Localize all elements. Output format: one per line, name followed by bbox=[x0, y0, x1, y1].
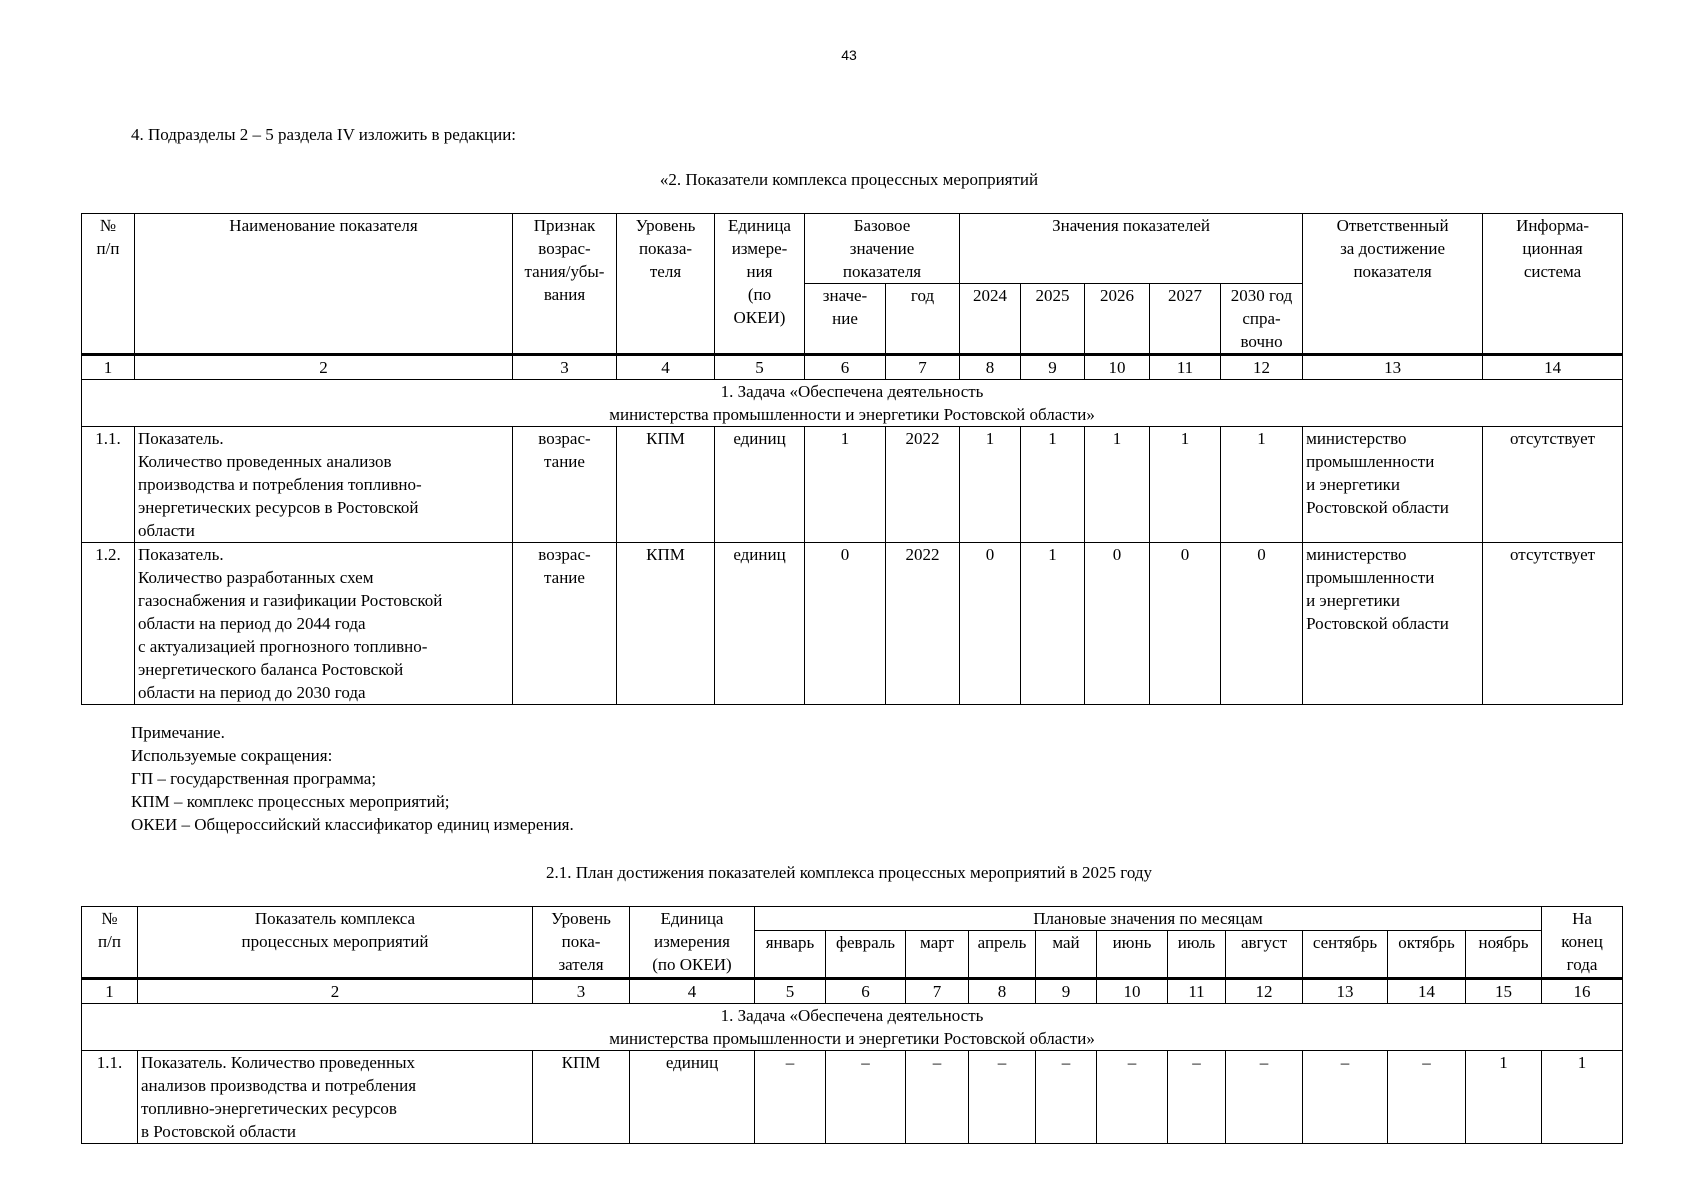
unit: единиц bbox=[715, 543, 805, 705]
note-line: ГП – государственная программа; bbox=[131, 769, 377, 788]
column-number: 14 bbox=[1483, 355, 1623, 380]
task-title: 1. Задача «Обеспечена деятельность министерства промышленности и энергетики Ростовской области» bbox=[82, 380, 1623, 427]
level: КПМ bbox=[617, 543, 715, 705]
column-number: 8 bbox=[969, 979, 1036, 1004]
table1-caption: «2. Показатели комплекса процессных мероприятий bbox=[659, 170, 1039, 189]
column-number: 13 bbox=[1303, 355, 1483, 380]
month-header: июль bbox=[1168, 931, 1226, 979]
note-line: ОКЕИ – Общероссийский классификатор единиц измерения. bbox=[131, 815, 574, 834]
column-number: 6 bbox=[805, 355, 886, 380]
column-number: 11 bbox=[1168, 979, 1226, 1004]
column-number: 3 bbox=[513, 355, 617, 380]
note-line: Примечание. bbox=[131, 723, 225, 742]
month-header: март bbox=[906, 931, 969, 979]
sign: возрас- тание bbox=[513, 427, 617, 543]
header-level: Уровень показа- теля bbox=[617, 214, 715, 355]
column-number: 12 bbox=[1221, 355, 1303, 380]
header-plan: Плановые значения по месяцам bbox=[755, 907, 1542, 931]
indicator-name: Показатель. Количество проведенных анализов производства и потребления топливно-энергетических ресурсов в Ростовской области bbox=[138, 1051, 533, 1144]
header-base-value: значе- ние bbox=[805, 284, 886, 355]
month-value: – bbox=[1036, 1051, 1097, 1144]
year-end-value: 1 bbox=[1542, 1051, 1623, 1144]
indicator-name: Показатель. Количество разработанных схем газоснабжения и газификации Ростовской области на период до 2044 года с актуализацией прогнозного топливно- энергетического баланса Ростовской области на период до 2030 года bbox=[135, 543, 513, 705]
column-number: 9 bbox=[1036, 979, 1097, 1004]
header-2025: 2025 bbox=[1021, 284, 1085, 355]
header-num: № п/п bbox=[82, 907, 138, 979]
table2-caption: 2.1. План достижения показателей комплекса процессных мероприятий в 2025 году bbox=[546, 863, 1152, 882]
month-header: май bbox=[1036, 931, 1097, 979]
note-block bbox=[131, 721, 574, 836]
column-number: 5 bbox=[755, 979, 826, 1004]
table-row bbox=[82, 427, 1623, 543]
header-unit: Единица измере- ния (по ОКЕИ) bbox=[715, 214, 805, 355]
value-2025: 1 bbox=[1021, 427, 1085, 543]
month-value: – bbox=[906, 1051, 969, 1144]
column-number: 8 bbox=[960, 355, 1021, 380]
header-2026: 2026 bbox=[1085, 284, 1150, 355]
header-base: Базовое значение показателя bbox=[805, 214, 960, 284]
month-header: август bbox=[1226, 931, 1303, 979]
task-row bbox=[82, 1004, 1623, 1051]
value-2026: 0 bbox=[1085, 543, 1150, 705]
column-numbers-row bbox=[82, 979, 1623, 1004]
month-value: – bbox=[755, 1051, 826, 1144]
row-num: 1.1. bbox=[82, 1051, 138, 1144]
level: КПМ bbox=[533, 1051, 630, 1144]
column-number: 7 bbox=[886, 355, 960, 380]
column-number: 6 bbox=[826, 979, 906, 1004]
row-num: 1.1. bbox=[82, 427, 135, 543]
column-numbers-row bbox=[82, 355, 1623, 380]
month-header: апрель bbox=[969, 931, 1036, 979]
header-num: № п/п bbox=[82, 214, 135, 355]
column-number: 13 bbox=[1303, 979, 1388, 1004]
value-2024: 0 bbox=[960, 543, 1021, 705]
column-number: 9 bbox=[1021, 355, 1085, 380]
note-line: Используемые сокращения: bbox=[131, 746, 333, 765]
header-info: Информа- ционная система bbox=[1483, 214, 1623, 355]
value-2027: 1 bbox=[1150, 427, 1221, 543]
column-number: 5 bbox=[715, 355, 805, 380]
table-row bbox=[82, 1051, 1623, 1144]
column-number: 10 bbox=[1085, 355, 1150, 380]
month-value: 1 bbox=[1466, 1051, 1542, 1144]
level: КПМ bbox=[617, 427, 715, 543]
month-value: – bbox=[826, 1051, 906, 1144]
column-number: 11 bbox=[1150, 355, 1221, 380]
unit: единиц bbox=[715, 427, 805, 543]
task-title: 1. Задача «Обеспечена деятельность министерства промышленности и энергетики Ростовской области» bbox=[82, 1004, 1623, 1051]
monthly-plan-table bbox=[81, 906, 1623, 1144]
header-responsible: Ответственный за достижение показателя bbox=[1303, 214, 1483, 355]
month-value: – bbox=[969, 1051, 1036, 1144]
value-2030: 1 bbox=[1221, 427, 1303, 543]
intro-paragraph: 4. Подразделы 2 – 5 раздела IV изложить в редакции: bbox=[131, 125, 517, 144]
value-2025: 1 bbox=[1021, 543, 1085, 705]
row-num: 1.2. bbox=[82, 543, 135, 705]
column-number: 1 bbox=[82, 355, 135, 380]
header-base-year: год bbox=[886, 284, 960, 355]
column-number: 15 bbox=[1466, 979, 1542, 1004]
base-year: 2022 bbox=[886, 543, 960, 705]
column-number: 16 bbox=[1542, 979, 1623, 1004]
month-value: – bbox=[1388, 1051, 1466, 1144]
info-system: отсутствует bbox=[1483, 427, 1623, 543]
column-number: 7 bbox=[906, 979, 969, 1004]
month-value: – bbox=[1303, 1051, 1388, 1144]
column-number: 2 bbox=[135, 355, 513, 380]
base-value: 1 bbox=[805, 427, 886, 543]
column-number: 3 bbox=[533, 979, 630, 1004]
value-2030: 0 bbox=[1221, 543, 1303, 705]
column-number: 1 bbox=[82, 979, 138, 1004]
column-number: 14 bbox=[1388, 979, 1466, 1004]
header-unit: Единица измерения (по ОКЕИ) bbox=[630, 907, 755, 979]
column-number: 4 bbox=[630, 979, 755, 1004]
month-value: – bbox=[1168, 1051, 1226, 1144]
header-2024: 2024 bbox=[960, 284, 1021, 355]
month-header: ноябрь bbox=[1466, 931, 1542, 979]
value-2024: 1 bbox=[960, 427, 1021, 543]
info-system: отсутствует bbox=[1483, 543, 1623, 705]
indicator-name: Показатель. Количество проведенных анализов производства и потребления топливно- энергетических ресурсов в Ростовской области bbox=[135, 427, 513, 543]
month-header: январь bbox=[755, 931, 826, 979]
column-number: 2 bbox=[138, 979, 533, 1004]
header-name: Показатель комплекса процессных мероприятий bbox=[138, 907, 533, 979]
value-2027: 0 bbox=[1150, 543, 1221, 705]
base-year: 2022 bbox=[886, 427, 960, 543]
header-end: На конец года bbox=[1542, 907, 1623, 979]
header-name: Наименование показателя bbox=[135, 214, 513, 355]
table-row bbox=[82, 543, 1623, 705]
month-header: июнь bbox=[1097, 931, 1168, 979]
header-sign: Признак возрас- тания/убы- вания bbox=[513, 214, 617, 355]
base-value: 0 bbox=[805, 543, 886, 705]
month-value: – bbox=[1097, 1051, 1168, 1144]
sign: возрас- тание bbox=[513, 543, 617, 705]
month-header: сентябрь bbox=[1303, 931, 1388, 979]
column-number: 10 bbox=[1097, 979, 1168, 1004]
month-header: февраль bbox=[826, 931, 906, 979]
value-2026: 1 bbox=[1085, 427, 1150, 543]
header-level: Уровень пока- зателя bbox=[533, 907, 630, 979]
column-number: 4 bbox=[617, 355, 715, 380]
month-header: октябрь bbox=[1388, 931, 1466, 979]
unit: единиц bbox=[630, 1051, 755, 1144]
month-value: – bbox=[1226, 1051, 1303, 1144]
header-values: Значения показателей bbox=[960, 214, 1303, 284]
indicators-table bbox=[81, 213, 1623, 705]
header-2027: 2027 bbox=[1150, 284, 1221, 355]
note-line: КПМ – комплекс процессных мероприятий; bbox=[131, 792, 450, 811]
page-number: 43 bbox=[841, 47, 857, 63]
task-row bbox=[82, 380, 1623, 427]
column-number: 12 bbox=[1226, 979, 1303, 1004]
responsible: министерство промышленности и энергетики Ростовской области bbox=[1303, 427, 1483, 543]
responsible: министерство промышленности и энергетики Ростовской области bbox=[1303, 543, 1483, 705]
header-2030: 2030 год спра- вочно bbox=[1221, 284, 1303, 355]
